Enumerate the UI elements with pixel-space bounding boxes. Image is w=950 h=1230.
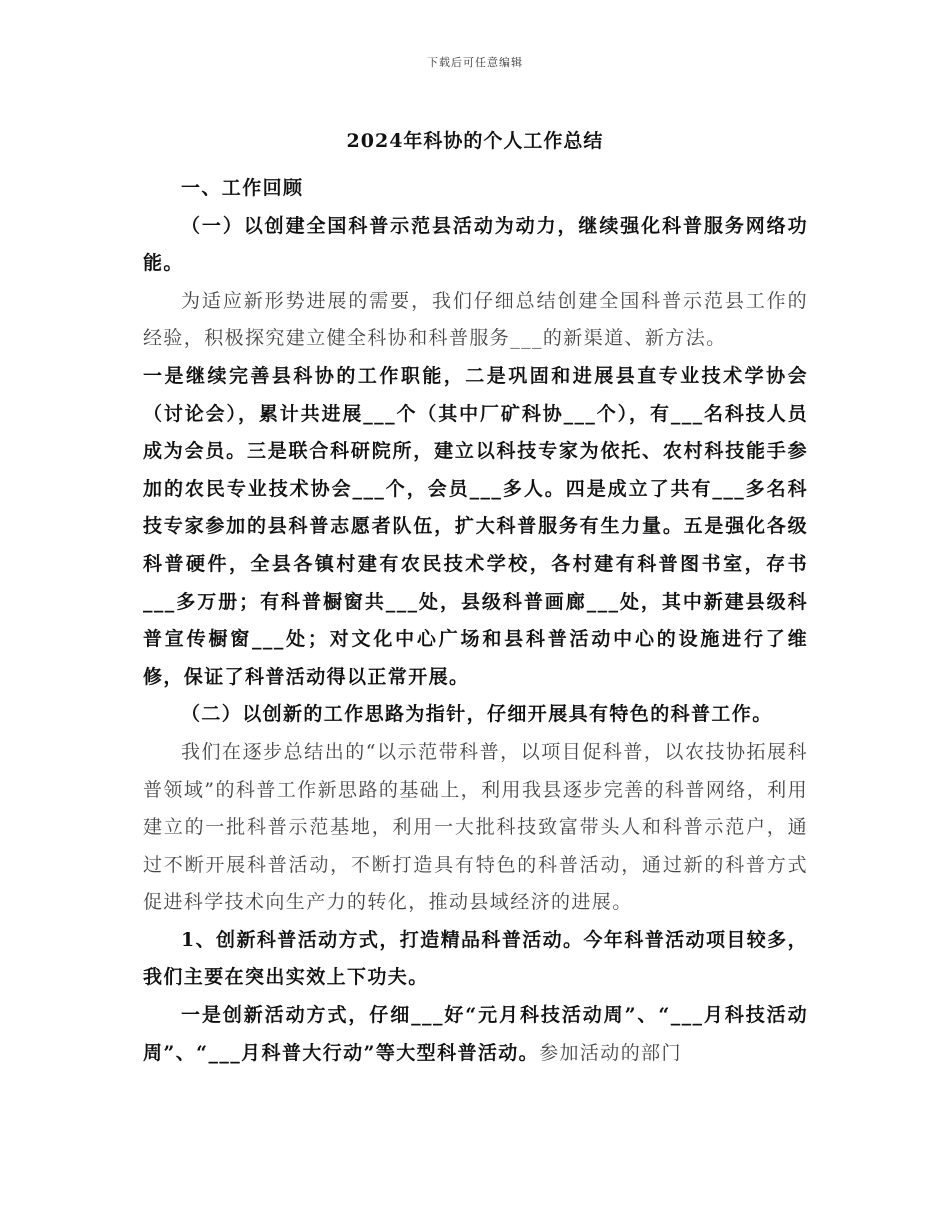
document-body (143, 170, 808, 1072)
paragraph-1-intro: 为适应新形势进展的需要，我们仔细总结创建全国科普示范县工作的经验，积极探究建立健全科协和科普服务___的新渠道、新方法。 (143, 289, 808, 350)
section-heading: 一、工作回顾 (181, 177, 304, 199)
subsection-heading-2: （二）以创新的工作思路为指针，仔细开展具有特色的科普工作。 (181, 703, 773, 726)
paragraph-1-body: 一是继续完善县科协的工作职能，二是巩固和进展县直专业技术学协会（讨论会），累计共进展___个（其中厂矿科协___个），有___名科技人员成为会员。三是联合科研院所，建立以科技专家为依托、农村科技能手参加的农民专业技术协会___个，会员___多人。四是成立了共有___多名科技专家参加的县科普志愿者队伍，扩大科普服务有生力量。五是强化各级科普硬件，全县各镇村建有农民技术学校，各村建有科普图书室，存书___多万册；有科普橱窗共___处，县级科普画廊___处，其中新建县级科普宣传橱窗___处；对文化中心广场和县科普活动中心的设施进行了维修，保证了科普活动得以正常开展。 (143, 364, 808, 688)
document-title: 2024年科协的个人工作总结 (346, 130, 604, 152)
paragraph-3-bold: 一是创新活动方式，仔细___好“元月科技活动周”、“___月科技活动周”、“___月科普大行动”等大型科普活动。 (143, 1004, 808, 1064)
paragraph-3-tail: 参加活动的部门 (539, 1041, 682, 1064)
paragraph-3 (143, 997, 808, 1072)
paragraph-1 (143, 283, 808, 697)
list-item-1: 1、创新科普活动方式，打造精品科普活动。今年科普活动项目较多，我们主要在突出实效上下功夫。 (143, 928, 808, 989)
paragraph-2: 我们在逐步总结出的“以示范带科普，以项目促科普，以农技协拓展科普领域”的科普工作新思路的基础上，利用我县逐步完善的科普网络，利用建立的一批科普示范基地，利用一大批科技致富带头人和科普示范户，通过不断开展科普活动，不断打造具有特色的科普活动，通过新的科普方式促进科学技术向生产力的转化，推动县域经济的进展。 (143, 740, 808, 914)
subsection-heading-1: （一）以创建全国科普示范县活动为动力，继续强化科普服务网络功能。 (143, 214, 808, 275)
page-header: 下载后可任意编辑 (427, 56, 523, 69)
